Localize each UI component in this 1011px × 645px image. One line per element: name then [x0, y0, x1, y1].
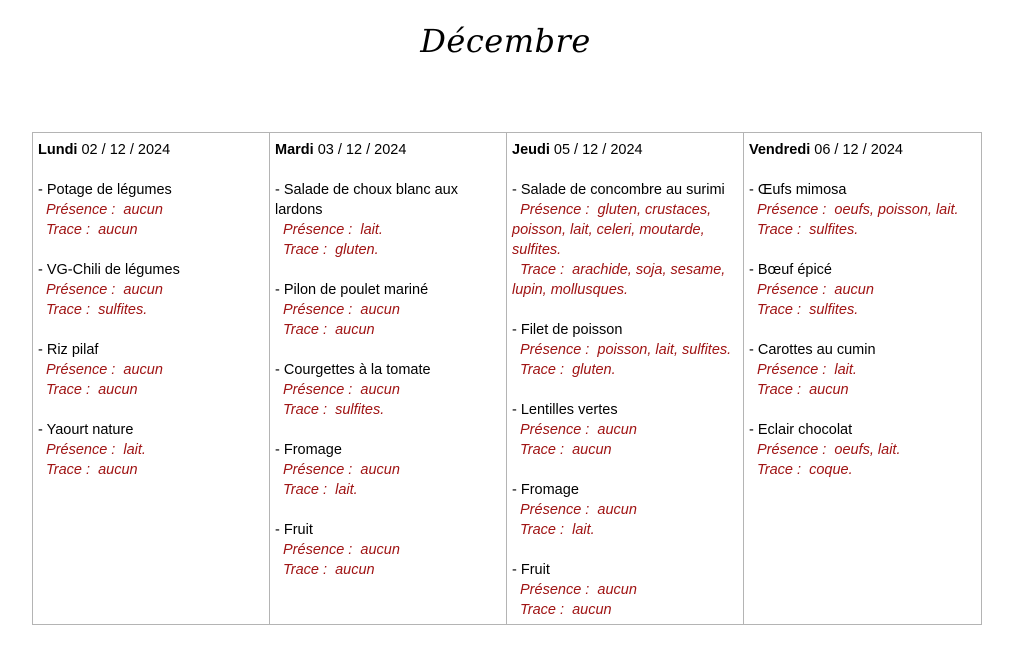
- presence-line: [512, 580, 743, 600]
- trace-label: Trace :: [46, 382, 91, 398]
- trace-line: [512, 600, 743, 620]
- dish-item: [512, 480, 743, 540]
- trace-line: [512, 520, 743, 540]
- trace-value: sulfites.: [809, 302, 859, 318]
- dish-name: - Yaourt nature: [38, 422, 134, 438]
- dish-item: [275, 440, 506, 500]
- dish-item: [512, 320, 743, 380]
- presence-line: [275, 300, 506, 320]
- day-name: Vendredi: [749, 142, 811, 158]
- dish-name: - Pilon de poulet mariné: [275, 282, 429, 298]
- trace-value: sulfites.: [335, 402, 385, 418]
- trace-line: [275, 240, 506, 260]
- dish-item: [38, 180, 269, 240]
- trace-label: Trace :: [520, 262, 565, 278]
- presence-label: Présence :: [520, 202, 590, 218]
- dish-name: - Courgettes à la tomate: [275, 362, 431, 378]
- trace-value: aucun: [572, 442, 612, 458]
- dish-item: [275, 180, 506, 260]
- day-date: 03 / 12 / 2024: [313, 142, 407, 158]
- presence-label: Présence :: [757, 202, 827, 218]
- presence-line: [275, 220, 506, 240]
- presence-line: [38, 360, 269, 380]
- trace-label: Trace :: [46, 222, 91, 238]
- trace-value: aucun: [335, 562, 375, 578]
- presence-value: poisson, lait, sulfites.: [597, 342, 732, 358]
- presence-value: aucun: [360, 462, 400, 478]
- dish-name: - Riz pilaf: [38, 342, 99, 358]
- presence-line: [275, 380, 506, 400]
- dish-name: - Filet de poisson: [512, 322, 623, 338]
- day-column-jeudi: [506, 133, 743, 624]
- trace-value: lait.: [335, 482, 358, 498]
- trace-label: Trace :: [46, 302, 91, 318]
- presence-value: aucun: [123, 362, 163, 378]
- day-name: Mardi: [275, 142, 314, 158]
- presence-value: aucun: [123, 202, 163, 218]
- presence-value: lait.: [360, 222, 383, 238]
- dish-name: - VG-Chili de légumes: [38, 262, 180, 278]
- day-date: 06 / 12 / 2024: [810, 142, 903, 158]
- trace-label: Trace :: [283, 402, 328, 418]
- presence-value: aucun: [123, 282, 163, 298]
- dish-name: - Eclair chocolat: [749, 422, 853, 438]
- presence-line: [512, 420, 743, 440]
- dish-item: [275, 360, 506, 420]
- presence-value: lait.: [834, 362, 857, 378]
- trace-label: Trace :: [283, 482, 328, 498]
- dish-name: - Lentilles vertes: [512, 402, 618, 418]
- dish-name: - Fromage: [275, 442, 342, 458]
- trace-line: [38, 380, 269, 400]
- presence-label: Présence :: [46, 282, 116, 298]
- presence-value: aucun: [360, 382, 400, 398]
- trace-line: [275, 320, 506, 340]
- page-title: Décembre: [420, 22, 591, 60]
- day-header: [275, 140, 506, 160]
- presence-line: [275, 540, 506, 560]
- trace-line: [38, 460, 269, 480]
- trace-label: Trace :: [520, 602, 565, 618]
- presence-value: oeufs, lait.: [834, 442, 901, 458]
- trace-label: Trace :: [283, 242, 328, 258]
- presence-value: aucun: [597, 582, 637, 598]
- dish-item: [38, 260, 269, 320]
- presence-line: [275, 460, 506, 480]
- trace-value: arachide, soja, sesame, lupin, mollusques.: [512, 262, 726, 298]
- presence-label: Présence :: [283, 222, 353, 238]
- presence-label: Présence :: [757, 282, 827, 298]
- trace-line: [275, 400, 506, 420]
- presence-value: aucun: [834, 282, 874, 298]
- trace-line: [749, 460, 981, 480]
- trace-line: [275, 560, 506, 580]
- presence-label: Présence :: [283, 302, 353, 318]
- dish-name: - Salade de choux blanc aux lardons: [275, 182, 458, 218]
- presence-label: Présence :: [757, 442, 827, 458]
- presence-label: Présence :: [520, 342, 590, 358]
- dish-item: [749, 260, 981, 320]
- dish-item: [749, 420, 981, 480]
- presence-line: [38, 280, 269, 300]
- day-column-vendredi: [743, 133, 982, 624]
- trace-line: [749, 380, 981, 400]
- trace-label: Trace :: [283, 562, 328, 578]
- trace-line: [275, 480, 506, 500]
- presence-label: Présence :: [46, 202, 116, 218]
- presence-value: oeufs, poisson, lait.: [834, 202, 959, 218]
- trace-label: Trace :: [46, 462, 91, 478]
- presence-label: Présence :: [283, 462, 353, 478]
- dish-item: [512, 560, 743, 620]
- trace-value: aucun: [335, 322, 375, 338]
- presence-label: Présence :: [283, 382, 353, 398]
- day-date: 02 / 12 / 2024: [77, 142, 171, 158]
- presence-value: aucun: [597, 502, 637, 518]
- trace-label: Trace :: [757, 222, 802, 238]
- presence-value: lait.: [123, 442, 146, 458]
- presence-line: [749, 360, 981, 380]
- day-name: Jeudi: [512, 142, 550, 158]
- presence-line: [512, 200, 743, 260]
- dish-item: [275, 520, 506, 580]
- dish-item: [275, 280, 506, 340]
- presence-label: Présence :: [46, 442, 116, 458]
- trace-label: Trace :: [520, 362, 565, 378]
- trace-label: Trace :: [283, 322, 328, 338]
- trace-value: gluten.: [572, 362, 616, 378]
- trace-value: aucun: [98, 382, 138, 398]
- dish-item: [749, 340, 981, 400]
- trace-value: lait.: [572, 522, 595, 538]
- trace-value: aucun: [809, 382, 849, 398]
- presence-label: Présence :: [520, 502, 590, 518]
- presence-label: Présence :: [283, 542, 353, 558]
- trace-line: [749, 220, 981, 240]
- trace-value: aucun: [98, 222, 138, 238]
- day-date: 05 / 12 / 2024: [549, 142, 643, 158]
- trace-line: [749, 300, 981, 320]
- presence-line: [749, 200, 981, 220]
- presence-label: Présence :: [520, 582, 590, 598]
- weekly-menu-table: [32, 132, 982, 625]
- trace-label: Trace :: [520, 522, 565, 538]
- trace-value: sulfites.: [809, 222, 859, 238]
- trace-value: gluten.: [335, 242, 379, 258]
- dish-item: [749, 180, 981, 240]
- trace-line: [512, 440, 743, 460]
- trace-line: [512, 260, 743, 300]
- presence-line: [512, 340, 743, 360]
- presence-value: gluten, crustaces, poisson, lait, celeri, moutarde, sulfites.: [512, 202, 712, 258]
- dish-name: - Potage de légumes: [38, 182, 172, 198]
- trace-value: sulfites.: [98, 302, 148, 318]
- presence-line: [749, 440, 981, 460]
- trace-label: Trace :: [757, 302, 802, 318]
- dish-item: [38, 420, 269, 480]
- trace-value: aucun: [98, 462, 138, 478]
- dish-item: [512, 180, 743, 300]
- day-header: [38, 140, 269, 160]
- dish-name: - Salade de concombre au surimi: [512, 182, 725, 198]
- presence-label: Présence :: [757, 362, 827, 378]
- presence-line: [38, 200, 269, 220]
- dish-name: - Fruit: [512, 562, 550, 578]
- dish-item: [512, 400, 743, 460]
- dish-name: - Œufs mimosa: [749, 182, 847, 198]
- presence-value: aucun: [360, 302, 400, 318]
- day-name: Lundi: [38, 142, 78, 158]
- trace-line: [38, 300, 269, 320]
- trace-label: Trace :: [757, 462, 802, 478]
- trace-label: Trace :: [520, 442, 565, 458]
- trace-line: [512, 360, 743, 380]
- trace-label: Trace :: [757, 382, 802, 398]
- presence-label: Présence :: [520, 422, 590, 438]
- day-header: [749, 140, 981, 160]
- day-column-lundi: [32, 133, 269, 624]
- presence-line: [38, 440, 269, 460]
- dish-name: - Fruit: [275, 522, 313, 538]
- dish-name: - Bœuf épicé: [749, 262, 832, 278]
- presence-value: aucun: [360, 542, 400, 558]
- presence-value: aucun: [597, 422, 637, 438]
- dish-item: [38, 340, 269, 400]
- presence-line: [749, 280, 981, 300]
- presence-line: [512, 500, 743, 520]
- dish-name: - Carottes au cumin: [749, 342, 876, 358]
- day-header: [512, 140, 743, 160]
- trace-line: [38, 220, 269, 240]
- trace-value: coque.: [809, 462, 853, 478]
- presence-label: Présence :: [46, 362, 116, 378]
- day-column-mardi: [269, 133, 506, 624]
- trace-value: aucun: [572, 602, 612, 618]
- dish-name: - Fromage: [512, 482, 579, 498]
